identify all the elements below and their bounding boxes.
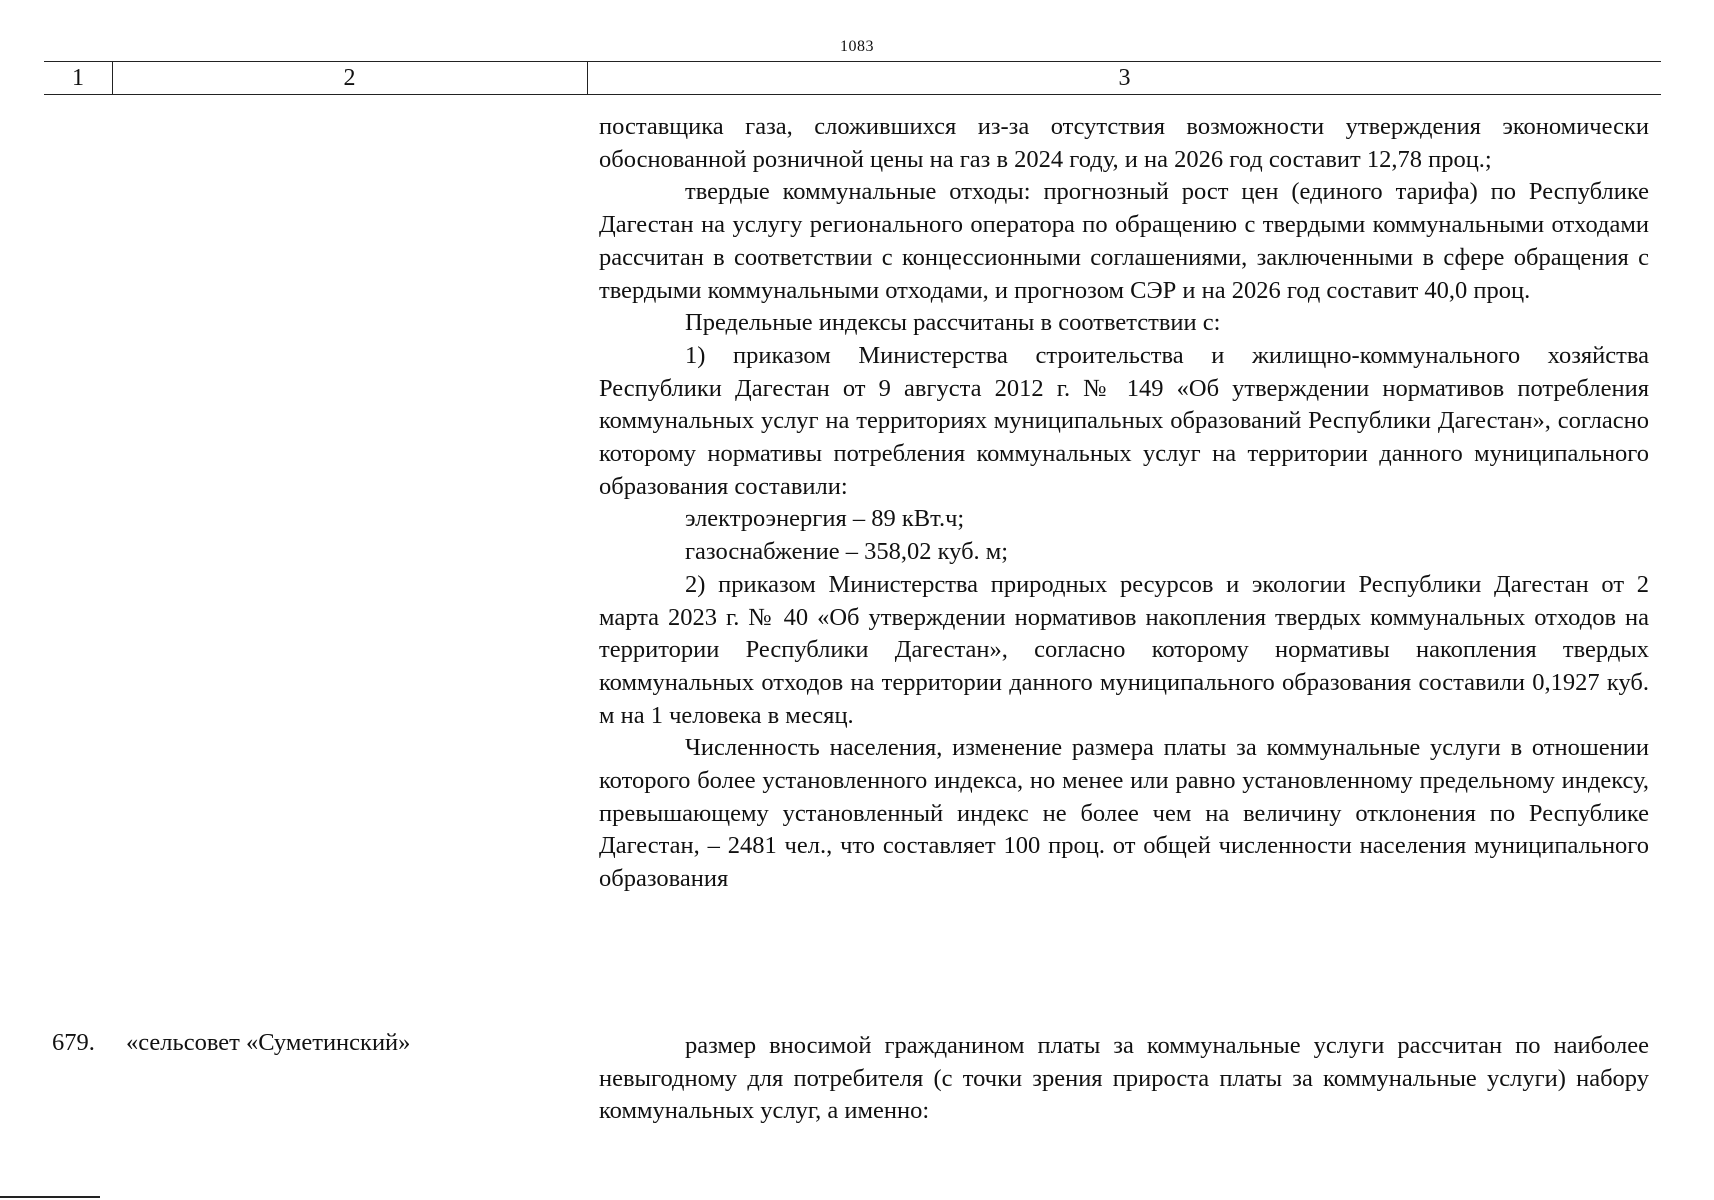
paragraph-gas-supply: газоснабжение – 358,02 куб. м; [685,538,1009,566]
continuation-text [599,111,1649,896]
column-header-2: 2 [112,62,588,94]
paragraph-gas-continuation: поставщика газа, сложившихся из-за отсутствия возможности утверждения экономически обоснованной розничной цены на газ в 2024 году, и на 2026 год составит 12,78 проц.; [599,113,1649,173]
entry-number: 679. [52,1029,95,1056]
footer-rule [0,1196,100,1198]
page-number: 1083 [840,38,874,55]
entry-municipality-name: «сельсовет «Суметинский» [126,1029,411,1056]
paragraph-order-2: 2) приказом Министерства природных ресурсов и экологии Республики Дагестан от 2 марта 2023 г. № 40 «Об утверждении нормативов накопления твердых коммунальных отходов на территории Республики Дагестан», согласно которому нормативы накопления твердых коммунальных отходов на территории данного муниципального образования составили 0,1927 куб. м на 1 человека в месяц. [599,570,1649,729]
column-header-1: 1 [44,62,113,94]
table-header-row [44,61,1661,95]
column-header-3: 3 [1118,65,1131,91]
paragraph-order-1: 1) приказом Министерства строительства и жилищно-коммунального хозяйства Республики Дагестан от 9 августа 2012 г. № 149 «Об утверждении нормативов потребления коммунальных услуг на территориях муниципальных образований Республики Дагестан», согласно которому нормативы потребления коммунальных услуг на территории данного муниципального образования составили: [599,341,1649,500]
paragraph-indices-intro: Предельные индексы рассчитаны в соответствии с: [685,309,1221,337]
entry-description [599,1030,1649,1128]
paragraph-population: Численность населения, изменение размера платы за коммунальные услуги в отношении которого более установленного индекса, но менее или равно установленному предельному индексу, превышающему установленный индекс не более чем на величину отклонения по Республике Дагестан, – 2481 чел., что составляет 100 проц. от общей численности населения муниципального образования [599,734,1649,893]
paragraph-electricity: электроэнергия – 89 кВт.ч; [685,505,965,533]
paragraph-entry-text: размер вносимой гражданином платы за коммунальные услуги рассчитан по наиболее невыгодному для потребителя (с точки зрения прироста платы за коммунальные услуги) набору коммунальных услуг, а именно: [599,1032,1649,1125]
paragraph-solid-waste: твердые коммунальные отходы: прогнозный рост цен (единого тарифа) по Республике Дагестан на услугу регионального оператора по обращению с твердыми коммунальными отходами рассчитан в соответствии с концессионными соглашениями, заключенными в сфере обращения с твердыми коммунальными отходами, и прогнозом СЭР и на 2026 год составит 40,0 проц. [599,178,1649,304]
